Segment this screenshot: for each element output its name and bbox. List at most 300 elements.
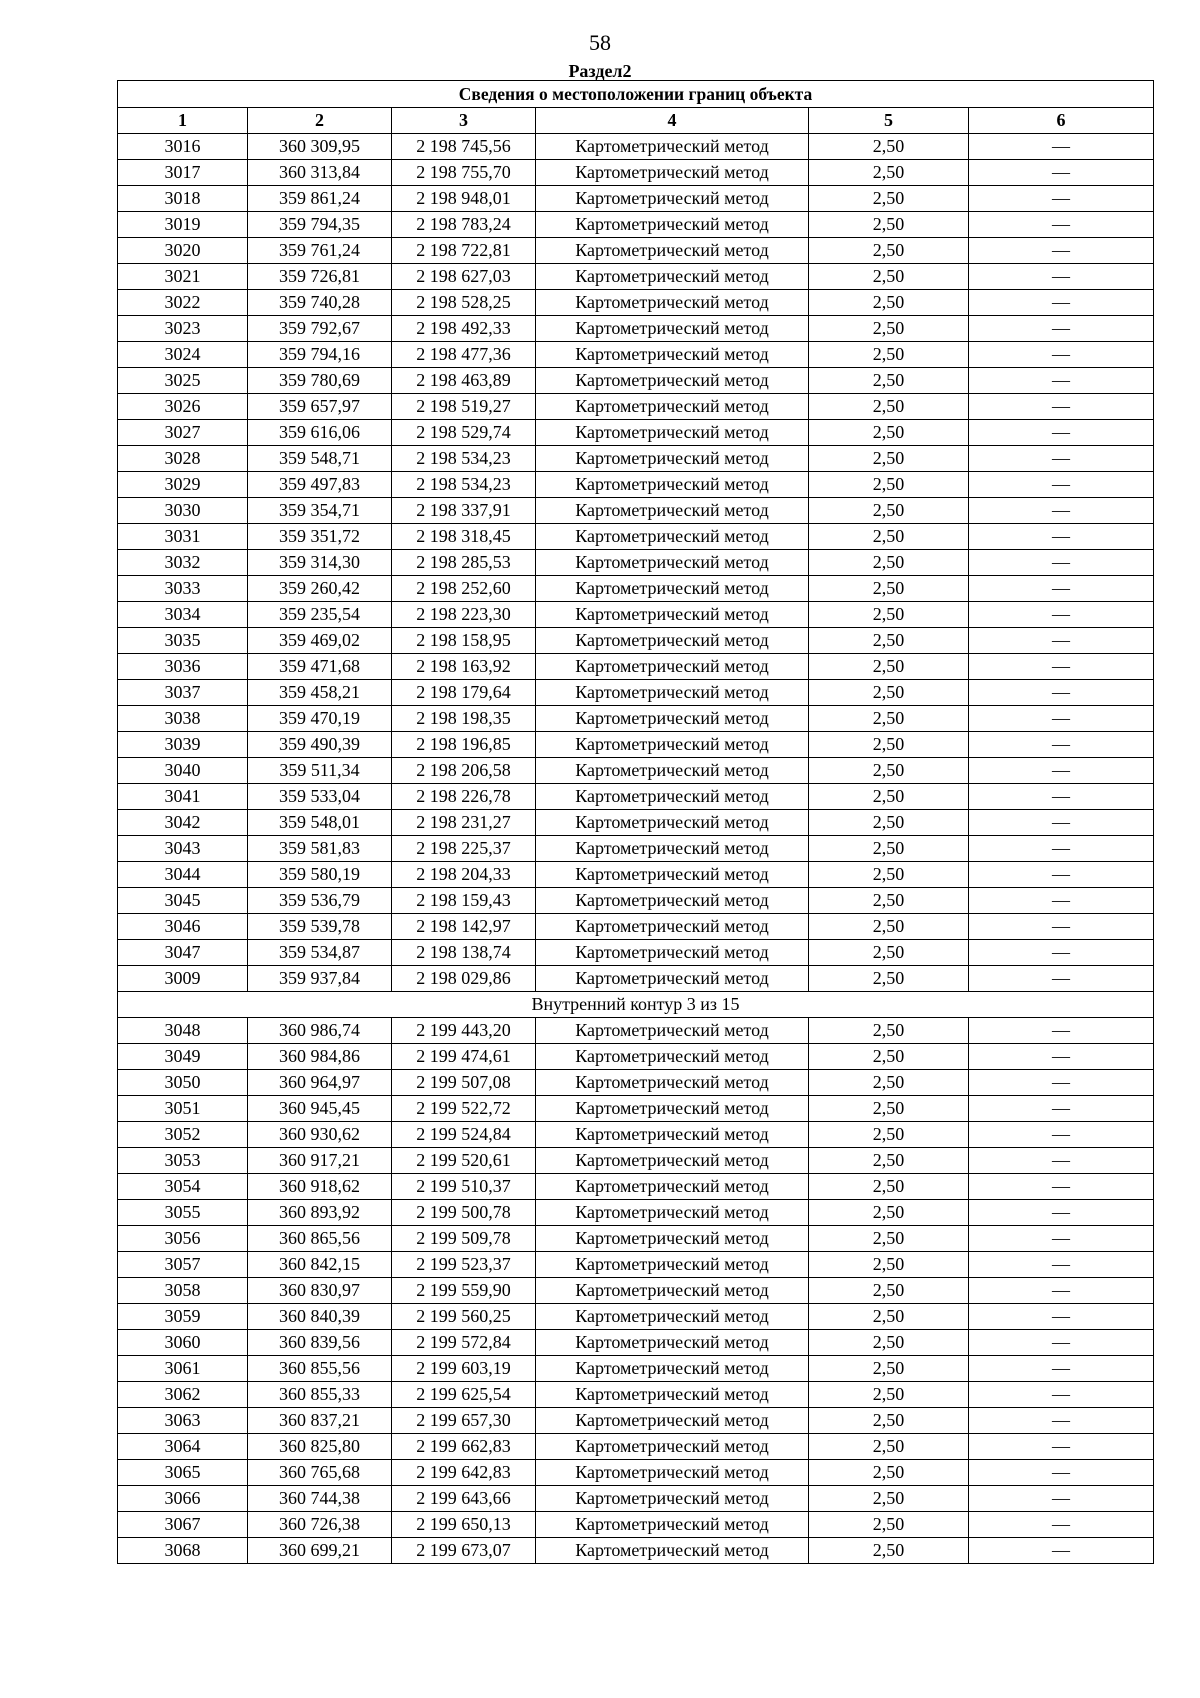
accuracy-cell: 2,50 — [809, 966, 969, 992]
accuracy-cell: 2,50 — [809, 1538, 969, 1564]
accuracy-cell: 2,50 — [809, 1356, 969, 1382]
coord-y-cell: 2 199 500,78 — [392, 1200, 536, 1226]
method-cell: Картометрический метод — [536, 1434, 809, 1460]
coord-y-cell: 2 199 507,08 — [392, 1070, 536, 1096]
coord-x-cell: 360 699,21 — [248, 1538, 392, 1564]
accuracy-cell: 2,50 — [809, 940, 969, 966]
table-row — [118, 654, 1154, 680]
accuracy-cell: 2,50 — [809, 1460, 969, 1486]
coord-x-cell: 359 861,24 — [248, 186, 392, 212]
table-row — [118, 524, 1154, 550]
method-cell: Картометрический метод — [536, 914, 809, 940]
coord-x-cell: 360 313,84 — [248, 160, 392, 186]
method-cell: Картометрический метод — [536, 264, 809, 290]
method-cell: Картометрический метод — [536, 576, 809, 602]
method-cell: Картометрический метод — [536, 1538, 809, 1564]
point-number-cell: 3043 — [118, 836, 248, 862]
accuracy-cell: 2,50 — [809, 1408, 969, 1434]
accuracy-cell: 2,50 — [809, 810, 969, 836]
accuracy-cell: 2,50 — [809, 290, 969, 316]
page-number: 58 — [589, 30, 611, 55]
coord-x-cell: 360 309,95 — [248, 134, 392, 160]
coord-y-cell: 2 198 204,33 — [392, 862, 536, 888]
description-cell: — — [969, 1408, 1154, 1434]
coord-x-cell: 359 937,84 — [248, 966, 392, 992]
column-header-1: 1 — [118, 108, 248, 134]
description-cell: — — [969, 1044, 1154, 1070]
description-cell: — — [969, 1070, 1154, 1096]
coord-x-cell: 360 839,56 — [248, 1330, 392, 1356]
coord-x-cell: 360 918,62 — [248, 1174, 392, 1200]
point-number-cell: 3058 — [118, 1278, 248, 1304]
coord-y-cell: 2 198 519,27 — [392, 394, 536, 420]
accuracy-cell: 2,50 — [809, 1200, 969, 1226]
point-number-cell: 3057 — [118, 1252, 248, 1278]
point-number-cell: 3029 — [118, 472, 248, 498]
accuracy-cell: 2,50 — [809, 420, 969, 446]
description-cell: — — [969, 1486, 1154, 1512]
coord-x-cell: 359 471,68 — [248, 654, 392, 680]
table-row — [118, 1200, 1154, 1226]
accuracy-cell: 2,50 — [809, 1070, 969, 1096]
accuracy-cell: 2,50 — [809, 1174, 969, 1200]
table-row — [118, 1070, 1154, 1096]
point-number-cell: 3046 — [118, 914, 248, 940]
accuracy-cell: 2,50 — [809, 1278, 969, 1304]
coord-y-cell: 2 198 179,64 — [392, 680, 536, 706]
table-row — [118, 680, 1154, 706]
method-cell: Картометрический метод — [536, 1148, 809, 1174]
accuracy-cell: 2,50 — [809, 238, 969, 264]
point-number-cell: 3040 — [118, 758, 248, 784]
boundary-coordinates-table — [117, 80, 1154, 1564]
method-cell: Картометрический метод — [536, 628, 809, 654]
coord-y-cell: 2 198 158,95 — [392, 628, 536, 654]
description-cell: — — [969, 1018, 1154, 1044]
coord-y-cell: 2 198 225,37 — [392, 836, 536, 862]
coord-y-cell: 2 199 520,61 — [392, 1148, 536, 1174]
coord-x-cell: 360 917,21 — [248, 1148, 392, 1174]
description-cell: — — [969, 342, 1154, 368]
accuracy-cell: 2,50 — [809, 1486, 969, 1512]
table-title: Сведения о местоположении границ объекта — [118, 81, 1154, 108]
method-cell: Картометрический метод — [536, 1278, 809, 1304]
method-cell: Картометрический метод — [536, 758, 809, 784]
method-cell: Картометрический метод — [536, 680, 809, 706]
coord-x-cell: 359 511,34 — [248, 758, 392, 784]
accuracy-cell: 2,50 — [809, 576, 969, 602]
method-cell: Картометрический метод — [536, 498, 809, 524]
coord-y-cell: 2 199 524,84 — [392, 1122, 536, 1148]
coord-y-cell: 2 198 142,97 — [392, 914, 536, 940]
coord-y-cell: 2 198 206,58 — [392, 758, 536, 784]
coord-x-cell: 359 534,87 — [248, 940, 392, 966]
description-cell: — — [969, 628, 1154, 654]
method-cell: Картометрический метод — [536, 732, 809, 758]
description-cell: — — [969, 1200, 1154, 1226]
point-number-cell: 3063 — [118, 1408, 248, 1434]
coord-y-cell: 2 199 560,25 — [392, 1304, 536, 1330]
coord-x-cell: 360 984,86 — [248, 1044, 392, 1070]
point-number-cell: 3052 — [118, 1122, 248, 1148]
table-row — [118, 420, 1154, 446]
point-number-cell: 3065 — [118, 1460, 248, 1486]
table-row — [118, 1278, 1154, 1304]
description-cell: — — [969, 706, 1154, 732]
point-number-cell: 3030 — [118, 498, 248, 524]
point-number-cell: 3032 — [118, 550, 248, 576]
description-cell: — — [969, 446, 1154, 472]
accuracy-cell: 2,50 — [809, 836, 969, 862]
coord-y-cell: 2 198 745,56 — [392, 134, 536, 160]
table-row — [118, 1434, 1154, 1460]
point-number-cell: 3067 — [118, 1512, 248, 1538]
coord-y-cell: 2 198 337,91 — [392, 498, 536, 524]
table-row — [118, 1122, 1154, 1148]
coord-x-cell: 359 533,04 — [248, 784, 392, 810]
point-number-cell: 3009 — [118, 966, 248, 992]
method-cell: Картометрический метод — [536, 420, 809, 446]
table-row — [118, 134, 1154, 160]
accuracy-cell: 2,50 — [809, 134, 969, 160]
point-number-cell: 3048 — [118, 1018, 248, 1044]
description-cell: — — [969, 212, 1154, 238]
point-number-cell: 3019 — [118, 212, 248, 238]
method-cell: Картометрический метод — [536, 1174, 809, 1200]
description-cell: — — [969, 1252, 1154, 1278]
coord-y-cell: 2 199 603,19 — [392, 1356, 536, 1382]
table-row — [118, 550, 1154, 576]
coord-y-cell: 2 199 510,37 — [392, 1174, 536, 1200]
coord-x-cell: 359 794,16 — [248, 342, 392, 368]
method-cell: Картометрический метод — [536, 342, 809, 368]
coord-x-cell: 359 548,01 — [248, 810, 392, 836]
table-row — [118, 160, 1154, 186]
coord-x-cell: 359 235,54 — [248, 602, 392, 628]
point-number-cell: 3041 — [118, 784, 248, 810]
accuracy-cell: 2,50 — [809, 160, 969, 186]
description-cell: — — [969, 732, 1154, 758]
table-row — [118, 472, 1154, 498]
accuracy-cell: 2,50 — [809, 602, 969, 628]
accuracy-cell: 2,50 — [809, 1434, 969, 1460]
method-cell: Картометрический метод — [536, 1252, 809, 1278]
table-row — [118, 914, 1154, 940]
accuracy-cell: 2,50 — [809, 368, 969, 394]
point-number-cell: 3059 — [118, 1304, 248, 1330]
column-header-3: 3 — [392, 108, 536, 134]
coord-y-cell: 2 199 625,54 — [392, 1382, 536, 1408]
point-number-cell: 3023 — [118, 316, 248, 342]
coord-x-cell: 360 945,45 — [248, 1096, 392, 1122]
method-cell: Картометрический метод — [536, 1460, 809, 1486]
accuracy-cell: 2,50 — [809, 550, 969, 576]
table-row — [118, 1096, 1154, 1122]
accuracy-cell: 2,50 — [809, 1512, 969, 1538]
method-cell: Картометрический метод — [536, 1356, 809, 1382]
coord-x-cell: 360 825,80 — [248, 1434, 392, 1460]
description-cell: — — [969, 966, 1154, 992]
accuracy-cell: 2,50 — [809, 914, 969, 940]
table-row — [118, 212, 1154, 238]
coord-x-cell: 360 865,56 — [248, 1226, 392, 1252]
coord-x-cell: 360 855,33 — [248, 1382, 392, 1408]
method-cell: Картометрический метод — [536, 1226, 809, 1252]
coord-y-cell: 2 198 159,43 — [392, 888, 536, 914]
point-number-cell: 3022 — [118, 290, 248, 316]
method-cell: Картометрический метод — [536, 1096, 809, 1122]
method-cell: Картометрический метод — [536, 1330, 809, 1356]
description-cell: — — [969, 1538, 1154, 1564]
point-number-cell: 3044 — [118, 862, 248, 888]
accuracy-cell: 2,50 — [809, 342, 969, 368]
table-row — [118, 290, 1154, 316]
accuracy-cell: 2,50 — [809, 628, 969, 654]
table-row — [118, 836, 1154, 862]
coord-y-cell: 2 198 534,23 — [392, 472, 536, 498]
description-cell: — — [969, 836, 1154, 862]
table-row — [118, 732, 1154, 758]
coord-y-cell: 2 198 627,03 — [392, 264, 536, 290]
coord-y-cell: 2 199 650,13 — [392, 1512, 536, 1538]
table-row — [118, 1486, 1154, 1512]
description-cell: — — [969, 1096, 1154, 1122]
method-cell: Картометрический метод — [536, 1512, 809, 1538]
method-cell: Картометрический метод — [536, 810, 809, 836]
coord-y-cell: 2 198 948,01 — [392, 186, 536, 212]
point-number-cell: 3056 — [118, 1226, 248, 1252]
accuracy-cell: 2,50 — [809, 732, 969, 758]
coord-y-cell: 2 198 198,35 — [392, 706, 536, 732]
coord-y-cell: 2 198 534,23 — [392, 446, 536, 472]
coord-y-cell: 2 199 572,84 — [392, 1330, 536, 1356]
accuracy-cell: 2,50 — [809, 1226, 969, 1252]
accuracy-cell: 2,50 — [809, 706, 969, 732]
coord-x-cell: 359 497,83 — [248, 472, 392, 498]
method-cell: Картометрический метод — [536, 472, 809, 498]
table-row — [118, 264, 1154, 290]
accuracy-cell: 2,50 — [809, 758, 969, 784]
table-row — [118, 966, 1154, 992]
method-cell: Картометрический метод — [536, 1382, 809, 1408]
point-number-cell: 3061 — [118, 1356, 248, 1382]
point-number-cell: 3037 — [118, 680, 248, 706]
description-cell: — — [969, 1278, 1154, 1304]
coord-x-cell: 359 314,30 — [248, 550, 392, 576]
table-row — [118, 1226, 1154, 1252]
coord-y-cell: 2 199 523,37 — [392, 1252, 536, 1278]
method-cell: Картометрический метод — [536, 1122, 809, 1148]
method-cell: Картометрический метод — [536, 888, 809, 914]
accuracy-cell: 2,50 — [809, 680, 969, 706]
point-number-cell: 3042 — [118, 810, 248, 836]
point-number-cell: 3031 — [118, 524, 248, 550]
accuracy-cell: 2,50 — [809, 1252, 969, 1278]
coord-y-cell: 2 198 722,81 — [392, 238, 536, 264]
method-cell: Картометрический метод — [536, 1486, 809, 1512]
description-cell: — — [969, 1226, 1154, 1252]
coord-x-cell: 359 260,42 — [248, 576, 392, 602]
coord-x-cell: 360 840,39 — [248, 1304, 392, 1330]
coord-x-cell: 360 765,68 — [248, 1460, 392, 1486]
column-header-4: 4 — [536, 108, 809, 134]
description-cell: — — [969, 160, 1154, 186]
table-row — [118, 1408, 1154, 1434]
column-header-6: 6 — [969, 108, 1154, 134]
table-row — [118, 602, 1154, 628]
coord-y-cell: 2 198 252,60 — [392, 576, 536, 602]
contour-heading: Внутренний контур 3 из 15 — [118, 992, 1154, 1018]
description-cell: — — [969, 134, 1154, 160]
coord-y-cell: 2 199 642,83 — [392, 1460, 536, 1486]
table-row — [118, 810, 1154, 836]
table-row — [118, 238, 1154, 264]
coord-x-cell: 359 548,71 — [248, 446, 392, 472]
coord-y-cell: 2 198 463,89 — [392, 368, 536, 394]
section-label: Раздел2 — [568, 61, 632, 81]
accuracy-cell: 2,50 — [809, 654, 969, 680]
table-row — [118, 1538, 1154, 1564]
table-body — [118, 134, 1154, 1564]
accuracy-cell: 2,50 — [809, 186, 969, 212]
accuracy-cell: 2,50 — [809, 446, 969, 472]
point-number-cell: 3028 — [118, 446, 248, 472]
table-row — [118, 186, 1154, 212]
table-row — [118, 1018, 1154, 1044]
table-row — [118, 1044, 1154, 1070]
coord-x-cell: 359 354,71 — [248, 498, 392, 524]
coord-x-cell: 359 351,72 — [248, 524, 392, 550]
accuracy-cell: 2,50 — [809, 472, 969, 498]
table-row — [118, 940, 1154, 966]
point-number-cell: 3066 — [118, 1486, 248, 1512]
description-cell: — — [969, 1330, 1154, 1356]
coord-x-cell: 360 964,97 — [248, 1070, 392, 1096]
description-cell: — — [969, 550, 1154, 576]
point-number-cell: 3049 — [118, 1044, 248, 1070]
coord-x-cell: 360 930,62 — [248, 1122, 392, 1148]
description-cell: — — [969, 758, 1154, 784]
accuracy-cell: 2,50 — [809, 1330, 969, 1356]
description-cell: — — [969, 1122, 1154, 1148]
method-cell: Картометрический метод — [536, 1018, 809, 1044]
method-cell: Картометрический метод — [536, 654, 809, 680]
description-cell: — — [969, 602, 1154, 628]
description-cell: — — [969, 524, 1154, 550]
coord-y-cell: 2 199 673,07 — [392, 1538, 536, 1564]
table-row — [118, 862, 1154, 888]
method-cell: Картометрический метод — [536, 290, 809, 316]
method-cell: Картометрический метод — [536, 862, 809, 888]
point-number-cell: 3025 — [118, 368, 248, 394]
accuracy-cell: 2,50 — [809, 1018, 969, 1044]
point-number-cell: 3033 — [118, 576, 248, 602]
table-row — [118, 888, 1154, 914]
table-row — [118, 446, 1154, 472]
point-number-cell: 3038 — [118, 706, 248, 732]
coord-y-cell: 2 198 226,78 — [392, 784, 536, 810]
point-number-cell: 3045 — [118, 888, 248, 914]
coord-x-cell: 359 536,79 — [248, 888, 392, 914]
coord-x-cell: 359 616,06 — [248, 420, 392, 446]
table-row — [118, 576, 1154, 602]
method-cell: Картометрический метод — [536, 602, 809, 628]
description-cell: — — [969, 420, 1154, 446]
coord-y-cell: 2 198 755,70 — [392, 160, 536, 186]
table-row — [118, 1174, 1154, 1200]
table-row — [118, 784, 1154, 810]
point-number-cell: 3051 — [118, 1096, 248, 1122]
coord-x-cell: 359 458,21 — [248, 680, 392, 706]
description-cell: — — [969, 784, 1154, 810]
point-number-cell: 3060 — [118, 1330, 248, 1356]
point-number-cell: 3055 — [118, 1200, 248, 1226]
accuracy-cell: 2,50 — [809, 784, 969, 810]
coord-y-cell: 2 198 231,27 — [392, 810, 536, 836]
table-row — [118, 706, 1154, 732]
coord-y-cell: 2 199 522,72 — [392, 1096, 536, 1122]
table-row — [118, 1356, 1154, 1382]
table-row — [118, 316, 1154, 342]
method-cell: Картометрический метод — [536, 966, 809, 992]
accuracy-cell: 2,50 — [809, 264, 969, 290]
method-cell: Картометрический метод — [536, 1070, 809, 1096]
coord-y-cell: 2 199 643,66 — [392, 1486, 536, 1512]
description-cell: — — [969, 1304, 1154, 1330]
description-cell: — — [969, 472, 1154, 498]
coord-x-cell: 359 726,81 — [248, 264, 392, 290]
coord-x-cell: 360 842,15 — [248, 1252, 392, 1278]
accuracy-cell: 2,50 — [809, 498, 969, 524]
description-cell: — — [969, 1356, 1154, 1382]
accuracy-cell: 2,50 — [809, 1382, 969, 1408]
description-cell: — — [969, 914, 1154, 940]
accuracy-cell: 2,50 — [809, 524, 969, 550]
coord-y-cell: 2 198 783,24 — [392, 212, 536, 238]
accuracy-cell: 2,50 — [809, 1148, 969, 1174]
coord-x-cell: 360 830,97 — [248, 1278, 392, 1304]
table-row — [118, 628, 1154, 654]
method-cell: Картометрический метод — [536, 940, 809, 966]
coord-y-cell: 2 199 509,78 — [392, 1226, 536, 1252]
accuracy-cell: 2,50 — [809, 1044, 969, 1070]
point-number-cell: 3036 — [118, 654, 248, 680]
table-title-row — [118, 81, 1154, 108]
accuracy-cell: 2,50 — [809, 888, 969, 914]
method-cell: Картометрический метод — [536, 1044, 809, 1070]
point-number-cell: 3047 — [118, 940, 248, 966]
column-header-2: 2 — [248, 108, 392, 134]
method-cell: Картометрический метод — [536, 836, 809, 862]
table-row — [118, 1252, 1154, 1278]
description-cell: — — [969, 290, 1154, 316]
point-number-cell: 3017 — [118, 160, 248, 186]
coord-y-cell: 2 198 163,92 — [392, 654, 536, 680]
description-cell: — — [969, 368, 1154, 394]
coord-x-cell: 360 726,38 — [248, 1512, 392, 1538]
point-number-cell: 3021 — [118, 264, 248, 290]
coord-x-cell: 359 470,19 — [248, 706, 392, 732]
description-cell: — — [969, 680, 1154, 706]
accuracy-cell: 2,50 — [809, 1304, 969, 1330]
point-number-cell: 3034 — [118, 602, 248, 628]
column-header-row — [118, 108, 1154, 134]
method-cell: Картометрический метод — [536, 368, 809, 394]
coord-x-cell: 359 780,69 — [248, 368, 392, 394]
table-row — [118, 368, 1154, 394]
description-cell: — — [969, 498, 1154, 524]
method-cell: Картометрический метод — [536, 212, 809, 238]
